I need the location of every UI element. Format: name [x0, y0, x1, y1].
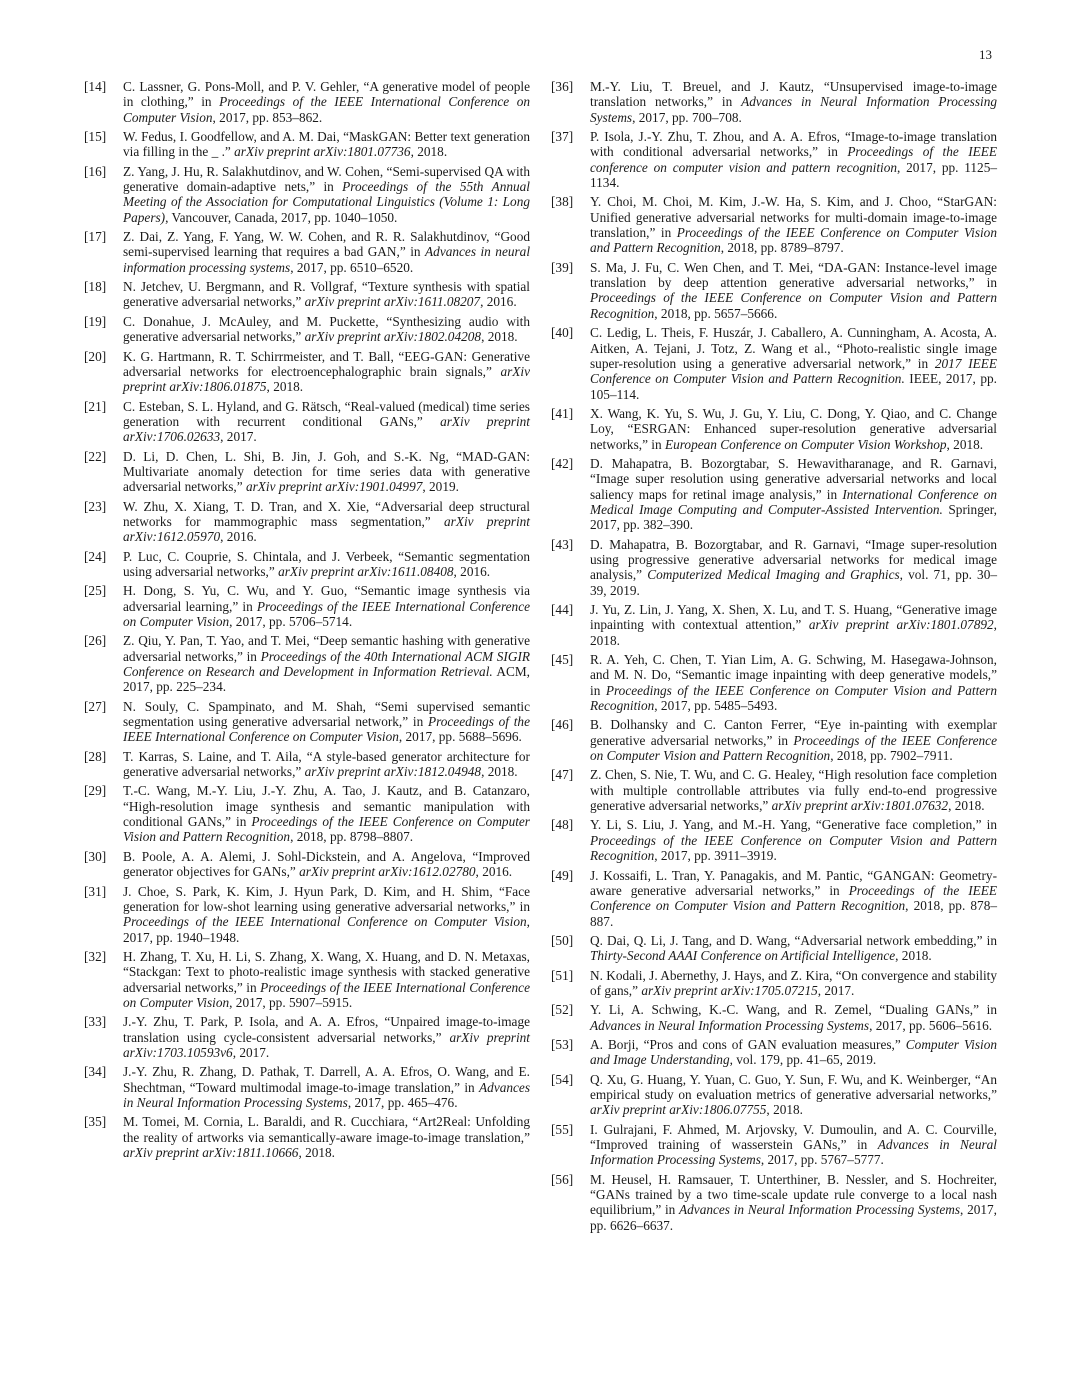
reference-details: , 2017, pp. 6626–6637.: [590, 1202, 997, 1233]
reference-number: [36]: [551, 79, 574, 94]
references-right-column: [551, 79, 997, 1237]
reference-details: , 2018, pp. 8798–8807.: [290, 829, 414, 845]
reference-entry: [84, 349, 530, 395]
reference-details: , 2017, pp. 853–862.: [212, 109, 323, 125]
reference-details: , 2018.: [481, 764, 518, 780]
reference-number: [26]: [84, 633, 107, 649]
reference-number: [34]: [84, 1064, 107, 1080]
reference-text: [123, 314, 530, 345]
reference-authors-title: R. A. Yeh, C. Chen, T. Yian Lim, A. G. Schwing, M. Hasegawa-Johnson, and M. N. Do, “Semantic image inpainting with deep generative models,” in: [590, 652, 997, 698]
reference-authors-title: H. Zhang, T. Xu, H. Li, S. Zhang, X. Wang, X. Huang, and D. N. Metaxas, “Stackgan: Text to photo-realistic image synthesis with stacked generative adversarial networks,” in: [123, 948, 530, 995]
reference-details: , 2018.: [590, 617, 997, 648]
reference-details: , 2018.: [895, 948, 932, 964]
reference-venue: Proceedings of the IEEE International Conference on Computer Vision: [123, 714, 530, 745]
reference-details: , 2018, pp. 878–887.: [590, 898, 997, 929]
reference-authors-title: T. Karras, S. Laine, and T. Aila, “A style-based generator architecture for generative adversarial networks,”: [123, 748, 530, 780]
reference-details: , 2017, pp. 1125–1134.: [590, 159, 997, 191]
reference-entry: [84, 399, 530, 445]
reference-venue: Advances in Neural Information Processing Systems: [590, 1137, 997, 1168]
reference-venue: Proceedings of the IEEE Conference on Computer Vision and Pattern Recognition: [123, 814, 530, 845]
reference-details: , 2017, pp. 700–708.: [632, 109, 742, 125]
reference-details: , 2016.: [475, 864, 513, 880]
reference-authors-title: J.-Y. Zhu, R. Zhang, D. Pathak, T. Darrell, A. A. Efros, O. Wang, and E. Shechtman, “Toward multimodal image-to-image translation,” in: [123, 1064, 530, 1095]
reference-entry: [84, 129, 530, 160]
reference-authors-title: M.-Y. Liu, T. Breuel, and J. Kautz, “Unsupervised image-to-image translation networks,” in: [590, 79, 997, 110]
reference-details: IEEE, 2017, pp. 105–114.: [590, 371, 997, 402]
reference-entry: [84, 549, 530, 580]
reference-text: [590, 717, 997, 763]
reference-authors-title: H. Dong, S. Yu, C. Wu, and Y. Guo, “Semantic image synthesis via adversarial learning,” in: [123, 583, 530, 614]
reference-details: , 2017, pp. 5688–5696.: [398, 729, 522, 745]
reference-authors-title: Q. Xu, G. Huang, Y. Yuan, C. Guo, Y. Sun, F. Wu, and K. Weinberger, “An empirical study on evaluation metrics of generative adversarial networks,”: [590, 1071, 997, 1102]
reference-venue: Computer Vision and Image Understanding: [590, 1036, 997, 1068]
reference-details: , 2017.: [232, 1044, 270, 1060]
reference-venue: arXiv preprint arXiv:1812.04948: [304, 764, 482, 780]
reference-venue: Advances in neural information processing systems: [123, 244, 531, 275]
reference-entry: [551, 1122, 997, 1168]
reference-text: [590, 406, 997, 452]
reference-details: , 2017.: [817, 982, 855, 998]
reference-entry: [551, 325, 997, 402]
reference-entry: [84, 164, 530, 225]
reference-text: [123, 949, 530, 1010]
reference-entry: [84, 1064, 530, 1110]
reference-authors-title: J. Yu, Z. Lin, J. Yang, X. Shen, X. Lu, and T. S. Huang, “Generative image inpainting with contextual attention,”: [590, 602, 997, 633]
reference-text: [123, 229, 530, 275]
reference-authors-title: I. Gulrajani, F. Ahmed, M. Arjovsky, V. Dumoulin, and A. C. Courville, “Improved training of wasserstein GANs,” in: [590, 1121, 997, 1152]
reference-entry: [84, 849, 530, 880]
reference-details: , 2018.: [946, 436, 984, 452]
reference-authors-title: X. Wang, K. Yu, S. Wu, J. Gu, Y. Liu, C. Dong, Y. Qiao, and C. Change Loy, “ESRGAN: Enhanced super-resolution generative adversarial networks,” in: [590, 405, 997, 452]
reference-venue: arXiv preprint arXiv:1811.10666: [123, 1145, 299, 1160]
reference-text: [590, 817, 997, 863]
reference-number: [37]: [551, 129, 574, 145]
page-number: 13: [979, 47, 992, 62]
reference-venue: arXiv preprint arXiv:1703.10593v6: [123, 1029, 530, 1060]
reference-entry: [84, 1014, 530, 1060]
reference-entry: [551, 717, 997, 763]
reference-text: [590, 79, 997, 125]
reference-authors-title: M. Heusel, H. Ramsauer, T. Unterthiner, B. Nessler, and S. Hochreiter, “GANs trained by a two time-scale update rule converge to a local nash equilibrium,” in: [590, 1171, 997, 1218]
reference-details: , 2017, pp. 5767–5777.: [760, 1152, 884, 1168]
reference-venue: Proceedings of the IEEE Conference on Computer Vision and Pattern Recognition: [590, 290, 997, 321]
reference-text: [590, 537, 997, 598]
reference-text: [590, 325, 997, 402]
reference-venue: arXiv preprint arXiv:1802.04208: [304, 329, 482, 345]
reference-text: [123, 1014, 530, 1060]
reference-authors-title: W. Fedus, I. Goodfellow, and A. M. Dai, “MaskGAN: Better text generation via filling in the _ .”: [123, 129, 530, 160]
reference-details: , 2018.: [266, 379, 304, 395]
reference-details: , 2018, pp. 8789–8797.: [720, 240, 844, 256]
reference-number: [18]: [84, 279, 107, 295]
reference-authors-title: A. Borji, “Pros and cons of GAN evaluation measures,”: [590, 1036, 906, 1052]
reference-authors-title: S. Ma, J. Fu, C. Wen Chen, and T. Mei, “DA-GAN: Instance-level image translation by deep attention generative adversarial networks,” in: [590, 259, 997, 291]
reference-text: [123, 349, 530, 395]
reference-number: [44]: [551, 602, 574, 617]
reference-venue: Computerized Medical Imaging and Graphics: [647, 567, 900, 583]
reference-text: [590, 652, 997, 713]
reference-details: , 2018.: [410, 144, 448, 160]
reference-entry: [84, 314, 530, 345]
reference-entry: [551, 1037, 997, 1068]
reference-details: , Vancouver, Canada, 2017, pp. 1040–1050.: [165, 209, 398, 225]
reference-authors-title: J. Choe, S. Park, K. Kim, J. Hyun Park, D. Kim, and H. Shim, “Face generation for low-shot learning using generative adversarial networks,” in: [123, 883, 530, 914]
reference-venue: Proceedings of the IEEE International Conference on Computer Vision: [123, 914, 527, 930]
reference-authors-title: D. Mahapatra, B. Bozorgtabar, and R. Garnavi, “Image super-resolution using progressive generative adversarial networks for medical image analysis,”: [590, 536, 997, 583]
reference-entry: [551, 129, 997, 190]
reference-venue: Advances in Neural Information Processing Systems: [679, 1202, 961, 1218]
reference-text: [123, 279, 530, 310]
reference-venue: arXiv preprint arXiv:1611.08408: [278, 563, 454, 579]
reference-authors-title: N. Kodali, J. Abernethy, J. Hays, and Z. Kira, “On convergence and stability of gans,”: [590, 967, 997, 998]
reference-venue: arXiv preprint arXiv:1806.07755: [590, 1102, 767, 1118]
reference-venue: arXiv preprint arXiv:1801.07736: [234, 144, 411, 160]
reference-details: , 2018.: [948, 798, 985, 814]
reference-authors-title: D. Li, D. Chen, L. Shi, B. Jin, J. Goh, and S.-K. Ng, “MAD-GAN: Multivariate anomaly detection for time series data with generative adversarial networks,”: [123, 448, 530, 495]
reference-number: [49]: [551, 867, 574, 883]
reference-venue: Proceedings of the IEEE Conference on Computer Vision and Pattern Recognition: [590, 832, 997, 864]
reference-text: [590, 1072, 997, 1118]
reference-entry: [551, 968, 997, 999]
reference-authors-title: Z. Qiu, Y. Pan, T. Yao, and T. Mei, “Deep semantic hashing with generative adversarial networks,” in: [123, 633, 530, 664]
reference-text: [123, 549, 530, 580]
reference-number: [27]: [84, 698, 107, 714]
reference-number: [30]: [84, 848, 107, 864]
reference-number: [35]: [84, 1114, 107, 1130]
reference-entry: [84, 699, 530, 745]
reference-authors-title: D. Mahapatra, B. Bozorgtabar, S. Hewavitharanage, and R. Garnavi, “Image super resolution using generative adversarial networks and local saliency maps for retinal image analysis,” in: [590, 455, 997, 502]
reference-text: [590, 868, 997, 929]
reference-venue: Proceedings of the IEEE conference on computer vision and pattern recognition: [590, 144, 997, 175]
reference-entry: [551, 652, 997, 713]
reference-details: , 2018.: [481, 329, 518, 345]
reference-authors-title: N. Souly, C. Spampinato, and M. Shah, “Semi supervised semantic segmentation using generative adversarial network,” in: [123, 698, 530, 730]
reference-venue: International Conference on Medical Image Computing and Computer-Assisted Intervention.: [590, 486, 997, 517]
reference-number: [24]: [84, 548, 107, 564]
reference-number: [52]: [551, 1002, 574, 1018]
reference-text: [123, 164, 530, 225]
reference-details: Springer, 2017, pp. 382–390.: [590, 501, 997, 533]
reference-entry: [551, 868, 997, 929]
reference-entry: [84, 749, 530, 780]
reference-details: , 2018, pp. 7902–7911.: [830, 748, 953, 764]
reference-number: [47]: [551, 767, 574, 783]
reference-number: [17]: [84, 229, 107, 245]
reference-text: [123, 633, 530, 694]
reference-entry: [84, 449, 530, 495]
reference-authors-title: Y. Choi, M. Choi, M. Kim, J.-W. Ha, S. Kim, and J. Choo, “StarGAN: Unified generative adversarial networks for multi-domain image-to-image translation,” in: [590, 194, 997, 241]
reference-venue: Advances in Neural Information Processing Systems: [590, 1017, 870, 1033]
reference-authors-title: Z. Yang, J. Hu, R. Salakhutdinov, and W. Cohen, “Semi-supervised QA with generative domain-adaptive nets,” in: [123, 163, 530, 195]
reference-details: , 2017, pp. 3911–3919.: [654, 848, 777, 864]
references-left-column: [84, 79, 530, 1164]
reference-venue: Proceedings of the IEEE Conference on Computer Vision and Pattern Recognition: [590, 682, 997, 714]
reference-text: [123, 783, 530, 844]
reference-number: [28]: [84, 748, 107, 764]
reference-text: [123, 583, 530, 629]
reference-authors-title: B. Poole, A. A. Alemi, J. Sohl-Dickstein, and A. Angelova, “Improved generator objectives for GANs,”: [123, 848, 530, 880]
reference-venue: Proceedings of the 40th International ACM SIGIR Conference on Research and Development in Information Retrieval.: [123, 648, 530, 680]
reference-number: [50]: [551, 932, 574, 948]
reference-authors-title: W. Zhu, X. Xiang, T. D. Tran, and X. Xie, “Adversarial deep structural networks for mammographic mass segmentation,”: [123, 498, 530, 529]
reference-venue: Proceedings of the IEEE Conference on Computer Vision and Pattern Recognition: [590, 732, 997, 764]
reference-details: , 2016.: [220, 529, 257, 545]
reference-details: , vol. 71, pp. 30–39, 2019.: [590, 567, 998, 598]
reference-venue: arXiv preprint arXiv:1612.02780: [299, 864, 476, 880]
reference-venue: 2017 IEEE Conference on Computer Vision and Pattern Recognition.: [590, 355, 998, 387]
reference-entry: [84, 583, 530, 629]
reference-entry: [84, 229, 530, 275]
reference-number: [19]: [84, 313, 107, 329]
reference-text: [123, 749, 530, 780]
reference-text: [590, 1002, 997, 1033]
reference-authors-title: B. Dolhansky and C. Canton Ferrer, “Eye in-painting with exemplar generative adversarial networks,” in: [590, 717, 997, 748]
reference-venue: arXiv preprint arXiv:1806.01875: [123, 363, 530, 395]
reference-entry: [84, 633, 530, 694]
reference-venue: Advances in Neural Information Processing Systems: [123, 1079, 530, 1110]
reference-number: [45]: [551, 652, 574, 668]
reference-venue: arXiv preprint arXiv:1706.02633: [123, 413, 530, 445]
reference-venue: Proceedings of the IEEE Conference on Computer Vision and Pattern Recognition: [590, 882, 997, 914]
reference-venue: arXiv preprint arXiv:1801.07892: [808, 617, 994, 633]
reference-venue: arXiv preprint arXiv:1801.07632: [771, 798, 949, 814]
reference-details: , 2016.: [480, 294, 517, 310]
reference-number: [21]: [84, 398, 107, 414]
reference-entry: [551, 260, 997, 321]
reference-details: , 2017, pp. 465–476.: [347, 1094, 458, 1110]
reference-number: [29]: [84, 783, 107, 799]
reference-details: , 2017, pp. 5907–5915.: [229, 994, 353, 1010]
reference-number: [56]: [551, 1171, 574, 1187]
reference-venue: Proceedings of the IEEE Conference on Computer Vision and Pattern Recognition: [590, 225, 997, 256]
reference-entry: [551, 1172, 997, 1233]
reference-authors-title: C. Lassner, G. Pons-Moll, and P. V. Gehler, “A generative model of people in clothing,” in: [123, 79, 530, 110]
reference-text: [123, 449, 530, 495]
reference-authors-title: Z. Chen, S. Nie, T. Wu, and C. G. Healey, “High resolution face completion with multiple controllable attributes via fully end-to-end progressive generative adversarial networks,”: [590, 767, 997, 814]
reference-venue: arXiv preprint arXiv:1901.04997: [245, 479, 423, 495]
reference-venue: arXiv preprint arXiv:1612.05970: [123, 513, 530, 545]
reference-venue: arXiv preprint arXiv:1611.08207: [304, 294, 481, 310]
reference-authors-title: Y. Li, S. Liu, J. Yang, and M.-H. Yang, “Generative face completion,” in: [590, 817, 997, 833]
reference-text: [590, 1037, 997, 1068]
reference-entry: [84, 783, 530, 844]
reference-details: , 2017, pp. 5706–5714.: [229, 614, 353, 629]
reference-entry: [84, 1114, 530, 1160]
reference-authors-title: J.-Y. Zhu, T. Park, P. Isola, and A. A. Efros, “Unpaired image-to-image translation using cycle-consistent adversarial networks,”: [123, 1014, 530, 1045]
reference-number: [51]: [551, 967, 574, 983]
reference-authors-title: K. G. Hartmann, R. T. Schirrmeister, and T. Ball, “EEG-GAN: Generative adversarial networks for electroencephalographic brain signals,”: [123, 348, 530, 379]
reference-entry: [84, 279, 530, 310]
reference-venue: European Conference on Computer Vision Workshop: [664, 436, 947, 452]
reference-text: [590, 968, 997, 999]
reference-entry: [551, 817, 997, 863]
reference-number: [46]: [551, 717, 574, 733]
reference-text: [590, 194, 997, 255]
reference-authors-title: P. Luc, C. Couprie, S. Chintala, and J. Verbeek, “Semantic segmentation using adversarial networks,”: [123, 548, 530, 579]
reference-number: [55]: [551, 1121, 574, 1137]
reference-entry: [84, 949, 530, 1010]
reference-number: [39]: [551, 259, 574, 275]
reference-authors-title: Z. Dai, Z. Yang, F. Yang, W. W. Cohen, and R. R. Salakhutdinov, “Good semi-supervised learning that requires a bad GAN,” in: [123, 229, 530, 260]
reference-entry: [551, 79, 997, 125]
reference-authors-title: J. Kossaifi, L. Tran, Y. Panagakis, and M. Pantic, “GANGAN: Geometry-aware generative adversarial networks,” in: [590, 867, 997, 898]
reference-authors-title: Q. Dai, Q. Li, J. Tang, and D. Wang, “Adversarial network embedding,” in: [590, 932, 997, 948]
reference-entry: [551, 537, 997, 598]
reference-details: , 2016.: [453, 563, 491, 579]
reference-venue: Proceedings of the IEEE International Conference on Computer Vision: [123, 598, 530, 629]
reference-text: [590, 260, 997, 321]
reference-text: [590, 933, 997, 964]
reference-authors-title: C. Ledig, L. Theis, F. Huszár, J. Caballero, A. Cunningham, A. Acosta, A. Aitken, A. Tejani, J. Totz, Z. Wang et al., “Photo-realistic single image super-resolution using a generative adversarial network,” in: [590, 325, 997, 371]
reference-text: [123, 499, 530, 545]
reference-number: [15]: [84, 129, 107, 145]
reference-number: [42]: [551, 455, 574, 471]
reference-details: , 2018, pp. 5657–5666.: [654, 305, 778, 321]
reference-text: [590, 456, 997, 533]
reference-venue: Proceedings of the IEEE International Conference on Computer Vision: [123, 94, 530, 125]
reference-authors-title: N. Jetchev, U. Bergmann, and R. Vollgraf, “Texture synthesis with spatial generative adversarial networks,”: [123, 279, 530, 310]
reference-authors-title: C. Donahue, J. McAuley, and M. Puckette, “Synthesizing audio with generative adversarial networks,”: [123, 313, 530, 345]
reference-text: [590, 129, 997, 190]
reference-number: [43]: [551, 536, 574, 552]
reference-number: [41]: [551, 405, 574, 421]
reference-number: [40]: [551, 325, 574, 341]
reference-entry: [551, 1002, 997, 1033]
reference-entry: [551, 1072, 997, 1118]
reference-number: [14]: [84, 79, 107, 94]
reference-text: [590, 1172, 997, 1233]
reference-entry: [84, 884, 530, 945]
reference-authors-title: C. Esteban, S. L. Hyland, and G. Rätsch, “Real-valued (medical) time series generation with recurrent conditional GANs,”: [123, 398, 530, 429]
reference-text: [123, 1064, 530, 1110]
reference-text: [123, 884, 530, 945]
reference-authors-title: Y. Li, A. Schwing, K.-C. Wang, and R. Zemel, “Dualing GANs,” in: [590, 1002, 997, 1018]
reference-details: , vol. 179, pp. 41–65, 2019.: [729, 1052, 877, 1068]
reference-details: , 2017, pp. 5606–5616.: [869, 1017, 993, 1033]
reference-text: [590, 767, 997, 813]
reference-entry: [551, 456, 997, 533]
reference-details: , 2017.: [220, 429, 257, 445]
reference-details: ACM, 2017, pp. 225–234.: [123, 664, 530, 695]
reference-venue: Advances in Neural Information Processing Systems: [590, 94, 998, 125]
reference-authors-title: T.-C. Wang, M.-Y. Liu, J.-Y. Zhu, A. Tao, J. Kautz, and B. Catanzaro, “High-resolution image synthesis and semantic manipulation with conditional GANs,” in: [123, 783, 530, 830]
reference-details: , 2018.: [766, 1102, 803, 1118]
reference-entry: [551, 194, 997, 255]
reference-number: [38]: [551, 194, 574, 210]
reference-number: [20]: [84, 348, 107, 364]
reference-number: [53]: [551, 1036, 574, 1052]
reference-number: [33]: [84, 1014, 107, 1030]
reference-number: [48]: [551, 817, 574, 833]
reference-venue: Thirty-Second AAAI Conference on Artificial Intelligence: [590, 948, 896, 964]
reference-number: [16]: [84, 163, 107, 179]
reference-entry: [551, 767, 997, 813]
reference-number: [31]: [84, 883, 107, 899]
reference-details: , 2019.: [422, 479, 459, 495]
reference-text: [123, 699, 530, 745]
reference-details: , 2017, pp. 5485–5493.: [654, 698, 778, 714]
reference-authors-title: P. Isola, J.-Y. Zhu, T. Zhou, and A. A. Efros, “Image-to-image translation with conditional adversarial networks,” in: [590, 129, 997, 160]
reference-venue: arXiv preprint arXiv:1705.07215: [641, 982, 818, 998]
reference-text: [590, 1122, 997, 1168]
reference-number: [54]: [551, 1071, 574, 1087]
reference-number: [32]: [84, 948, 107, 964]
reference-text: [590, 602, 997, 648]
reference-venue: Proceedings of the IEEE International Conference on Computer Vision: [123, 979, 530, 1010]
reference-number: [23]: [84, 498, 107, 514]
reference-text: [123, 849, 530, 880]
reference-details: , 2018.: [298, 1145, 336, 1160]
reference-text: [123, 79, 530, 125]
reference-entry: [551, 933, 997, 964]
reference-authors-title: M. Tomei, M. Cornia, L. Baraldi, and R. Cucchiara, “Art2Real: Unfolding the reality of artworks via semantically-aware image-to-image translation,”: [123, 1114, 530, 1145]
reference-venue: Proceedings of the 55th Annual Meeting of the Association for Computational Linguistics (Volume 1: Long Papers): [123, 179, 530, 225]
reference-text: [123, 129, 530, 160]
reference-entry: [84, 499, 530, 545]
reference-text: [123, 399, 530, 445]
reference-details: , 2017, pp. 1940–1948.: [123, 914, 530, 945]
reference-text: [123, 1114, 530, 1160]
reference-entry: [551, 406, 997, 452]
reference-entry: [84, 79, 530, 125]
reference-number: [25]: [84, 583, 107, 599]
reference-details: , 2017, pp. 6510–6520.: [290, 259, 414, 275]
reference-number: [22]: [84, 448, 107, 464]
reference-entry: [551, 602, 997, 648]
